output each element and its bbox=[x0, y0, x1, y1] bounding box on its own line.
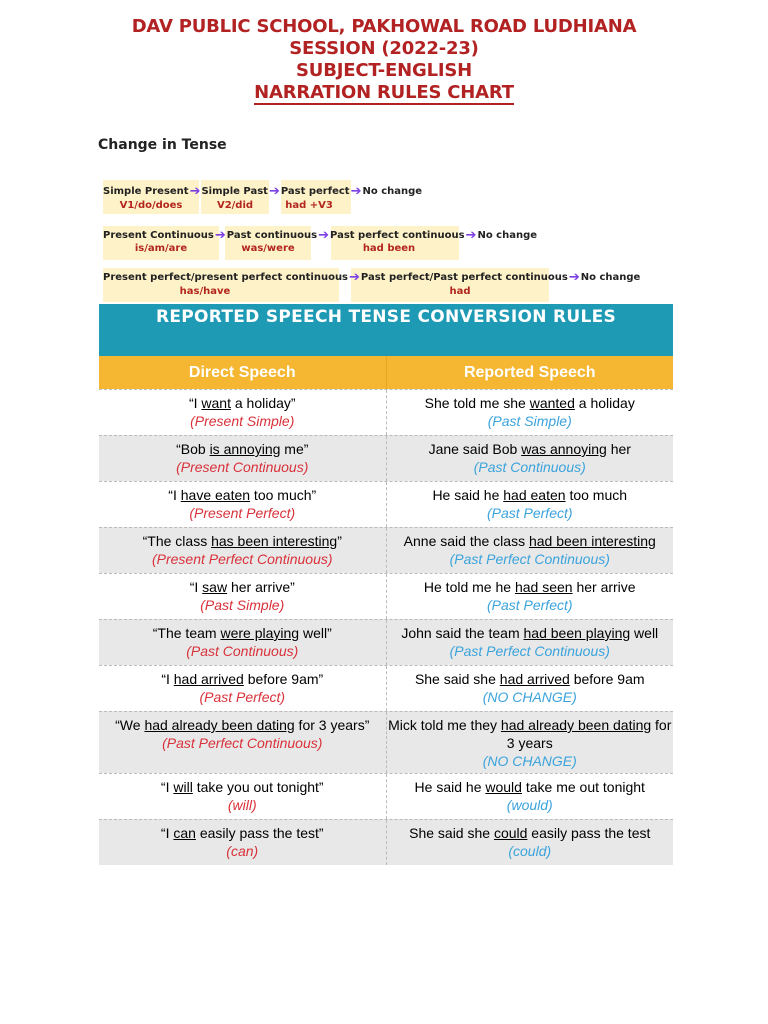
table-row bbox=[99, 527, 673, 573]
direct-speech-cell-tense: (can) bbox=[226, 843, 259, 859]
reported-speech-cell-tense: (NO CHANGE) bbox=[482, 753, 577, 769]
direct-speech-cell bbox=[99, 528, 387, 573]
reported-speech-cell-sentence: She said she could easily pass the test bbox=[409, 825, 651, 841]
table-row bbox=[99, 619, 673, 665]
table-row bbox=[99, 773, 673, 819]
reported-speech-cell-sentence: He told me he had seen her arrive bbox=[423, 579, 636, 595]
direct-speech-cell-sentence: “The team were playing well” bbox=[152, 625, 332, 641]
direct-speech-cell-tense: (Past Perfect) bbox=[199, 689, 286, 705]
arrow-icon: ➔ bbox=[214, 227, 226, 243]
direct-speech-cell-sentence: “I want a holiday” bbox=[188, 395, 296, 411]
simple-past-label: Simple Past bbox=[201, 186, 268, 197]
tense-chain-row-1 bbox=[103, 183, 423, 199]
simple-present-form: V1/do/does bbox=[119, 200, 183, 211]
table-row bbox=[99, 481, 673, 527]
direct-speech-cell-sentence: “I saw her arrive” bbox=[189, 579, 295, 595]
conversion-title: REPORTED SPEECH TENSE CONVERSION RULES bbox=[99, 304, 673, 356]
direct-speech-cell-sentence: “Bob is annoying me” bbox=[176, 441, 309, 457]
past-perfect-continuous-label: Past perfect/Past perfect continuous bbox=[360, 272, 568, 283]
direct-speech-cell bbox=[99, 666, 387, 711]
reported-speech-cell-sentence: He said he had eaten too much bbox=[432, 487, 628, 503]
past-continuous-form: was/were bbox=[241, 243, 295, 254]
present-continuous-form: is/am/are bbox=[134, 243, 188, 254]
tense-chain-row-3 bbox=[103, 269, 641, 285]
arrow-icon: ➔ bbox=[465, 227, 477, 243]
reported-speech-cell bbox=[387, 620, 674, 665]
subject: SUBJECT-ENGLISH bbox=[296, 60, 472, 81]
table-row bbox=[99, 711, 673, 773]
direct-speech-cell-sentence: “I had arrived before 9am” bbox=[161, 671, 324, 687]
arrow-icon: ➔ bbox=[318, 227, 330, 243]
past-perfect-form: had bbox=[449, 286, 471, 297]
reported-speech-cell-tense: (Past Perfect Continuous) bbox=[449, 551, 610, 567]
direct-speech-cell bbox=[99, 712, 387, 773]
direct-speech-header: Direct Speech bbox=[99, 356, 387, 389]
session: SESSION (2022-23) bbox=[289, 38, 479, 59]
direct-speech-cell-tense: (Past Continuous) bbox=[186, 643, 299, 659]
reported-speech-cell-sentence: He said he would take me out tonight bbox=[414, 779, 645, 795]
direct-speech-cell bbox=[99, 774, 387, 819]
arrow-icon: ➔ bbox=[568, 269, 580, 285]
reported-speech-cell-tense: (Past Simple) bbox=[487, 413, 572, 429]
simple-present-label: Simple Present bbox=[103, 186, 189, 197]
present-perfect-label: Present perfect/present perfect continuous bbox=[103, 272, 349, 283]
direct-speech-cell-tense: (Present Perfect Continuous) bbox=[151, 551, 333, 567]
direct-speech-cell bbox=[99, 820, 387, 865]
direct-speech-cell-sentence: “We had already been dating for 3 years” bbox=[115, 717, 370, 733]
reported-speech-cell bbox=[387, 712, 674, 773]
tense-chain-diagram bbox=[103, 180, 673, 305]
direct-speech-cell-tense: (will) bbox=[227, 797, 257, 813]
arrow-icon: ➔ bbox=[189, 183, 201, 199]
reported-speech-cell bbox=[387, 774, 674, 819]
past-perfect-form: had +V3 bbox=[285, 200, 333, 211]
reported-speech-cell bbox=[387, 482, 674, 527]
direct-speech-cell bbox=[99, 574, 387, 619]
reported-speech-cell-tense: (would) bbox=[506, 797, 553, 813]
reported-speech-cell-tense: (Past Perfect Continuous) bbox=[449, 643, 610, 659]
reported-speech-cell bbox=[387, 436, 674, 481]
direct-speech-cell-tense: (Past Simple) bbox=[200, 597, 285, 613]
reported-speech-cell-sentence: John said the team had been playing well bbox=[401, 625, 659, 641]
no-change-label: No change bbox=[477, 230, 538, 241]
reported-speech-cell-sentence: Mick told me they had already been dating for 3 years bbox=[388, 717, 672, 751]
reported-speech-cell bbox=[387, 528, 674, 573]
reported-speech-cell bbox=[387, 820, 674, 865]
direct-speech-cell-sentence: “The class has been interesting” bbox=[142, 533, 342, 549]
present-perfect-form: has/have bbox=[179, 286, 231, 297]
school-name: DAV PUBLIC SCHOOL, PAKHOWAL ROAD LUDHIANA bbox=[131, 16, 637, 37]
direct-speech-cell-sentence: “I have eaten too much” bbox=[168, 487, 317, 503]
table-row bbox=[99, 665, 673, 711]
table-row bbox=[99, 573, 673, 619]
reported-speech-cell-sentence: She told me she wanted a holiday bbox=[424, 395, 635, 411]
reported-speech-header: Reported Speech bbox=[463, 364, 596, 381]
present-continuous-label: Present Continuous bbox=[103, 230, 214, 241]
direct-speech-cell-sentence: “I can easily pass the test” bbox=[160, 825, 324, 841]
table-header bbox=[99, 356, 673, 389]
no-change-label: No change bbox=[362, 186, 423, 197]
table-row bbox=[99, 435, 673, 481]
reported-speech-cell-tense: (Past Continuous) bbox=[473, 459, 586, 475]
chart-title: NARRATION RULES CHART bbox=[254, 82, 514, 103]
past-continuous-label: Past continuous bbox=[226, 230, 318, 241]
reported-speech-cell bbox=[387, 574, 674, 619]
conversion-table bbox=[99, 304, 673, 865]
reported-speech-cell-tense: (NO CHANGE) bbox=[482, 689, 577, 705]
table-row bbox=[99, 389, 673, 435]
reported-speech-cell-sentence: Anne said the class had been interesting bbox=[403, 533, 656, 549]
direct-speech-cell-sentence: “I will take you out tonight” bbox=[160, 779, 324, 795]
reported-speech-cell-tense: (Past Perfect) bbox=[486, 597, 573, 613]
past-perfect-continuous-label: Past perfect continuous bbox=[330, 230, 465, 241]
table-body bbox=[99, 389, 673, 865]
document-header bbox=[0, 16, 768, 105]
direct-speech-cell-tense: (Present Continuous) bbox=[176, 459, 309, 475]
reported-speech-cell-sentence: Jane said Bob was annoying her bbox=[428, 441, 631, 457]
simple-past-form: V2/did bbox=[216, 200, 254, 211]
reported-speech-cell bbox=[387, 666, 674, 711]
reported-speech-cell-tense: (Past Perfect) bbox=[486, 505, 573, 521]
arrow-icon: ➔ bbox=[268, 183, 280, 199]
direct-speech-cell bbox=[99, 482, 387, 527]
reported-speech-cell bbox=[387, 390, 674, 435]
arrow-icon: ➔ bbox=[350, 183, 362, 199]
tense-section-title: Change in Tense bbox=[98, 137, 227, 153]
reported-speech-cell-sentence: She said she had arrived before 9am bbox=[414, 671, 645, 687]
no-change-label: No change bbox=[580, 272, 641, 283]
tense-chain-row-2 bbox=[103, 227, 538, 243]
past-perfect-continuous-form: had been bbox=[362, 243, 416, 254]
direct-speech-cell bbox=[99, 620, 387, 665]
table-row bbox=[99, 819, 673, 865]
direct-speech-cell-tense: (Present Perfect) bbox=[189, 505, 296, 521]
reported-speech-cell-tense: (could) bbox=[508, 843, 552, 859]
past-perfect-label: Past perfect bbox=[280, 186, 350, 197]
direct-speech-cell bbox=[99, 436, 387, 481]
arrow-icon: ➔ bbox=[349, 269, 360, 285]
direct-speech-cell bbox=[99, 390, 387, 435]
direct-speech-cell-tense: (Past Perfect Continuous) bbox=[162, 735, 323, 751]
direct-speech-cell-tense: (Present Simple) bbox=[190, 413, 295, 429]
